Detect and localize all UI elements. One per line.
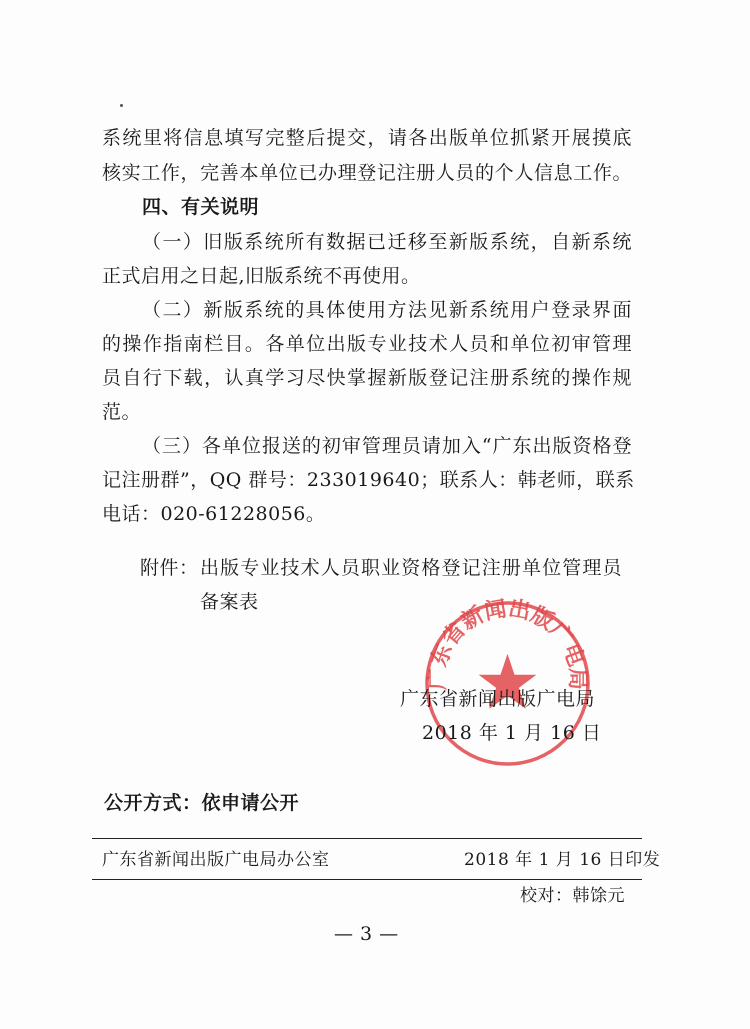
section-heading: 四、有关说明 — [142, 196, 260, 218]
body-line-7: 员自行下载，认真学习尽快掌握新版登记注册系统的操作规 — [102, 367, 632, 389]
body-line-1: 系统里将信息填写完整后提交，请各出版单位抓紧开展摸底 — [102, 127, 632, 149]
body-line-2: 核实工作，完善本单位已办理登记注册人员的个人信息工作。 — [102, 162, 632, 184]
attachment-title-line-1: 出版专业技术人员职业资格登记注册单位管理员 — [200, 557, 622, 579]
disclosure-method: 公开方式：依申请公开 — [104, 792, 300, 814]
attachment-title-line-2: 备案表 — [200, 591, 259, 613]
signature-date: 2018 年 1 月 16 日 — [422, 722, 602, 744]
body-line-10: 记注册群”，QQ 群号：233019640；联系人：韩老师，联系 — [102, 469, 635, 491]
body-line-9: （三）各单位报送的初审管理员请加入“广东出版资格登 — [142, 435, 632, 457]
scan-speck — [120, 104, 123, 107]
page-number: — 3 — — [334, 923, 399, 945]
body-line-3: （一）旧版系统所有数据已迁移至新版系统，自新系统 — [142, 231, 632, 253]
footer-office: 广东省新闻出版广电局办公室 — [102, 850, 330, 870]
body-line-6: 的操作指南栏目。各单位出版专业技术人员和单位初审管理 — [102, 333, 632, 355]
footer-top-rule — [92, 838, 642, 839]
footer-proofreader: 校对：韩馀元 — [520, 886, 625, 906]
attachment-label: 附件： — [140, 557, 199, 579]
body-line-8: 范。 — [102, 401, 142, 423]
footer-print-date: 2018 年 1 月 16 日印发 — [464, 850, 661, 870]
seal-text: 广东省新闻出版广电局 — [425, 596, 590, 690]
body-line-11: 电话：020-61228056。 — [102, 503, 326, 525]
body-line-5: （二）新版系统的具体使用方法见新系统用户登录界面 — [142, 299, 632, 321]
body-line-4: 正式启用之日起,旧版系统不再使用。 — [102, 265, 421, 287]
signature-org: 广东省新闻出版广电局 — [400, 688, 596, 710]
